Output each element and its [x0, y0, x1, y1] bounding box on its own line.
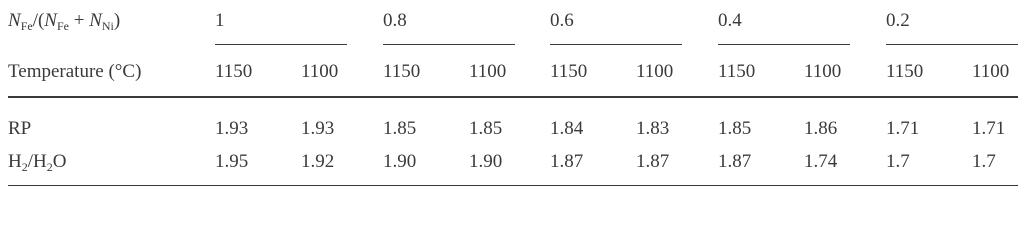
table-cell: 1.93 [215, 118, 249, 139]
table-cell: 1.85 [469, 118, 503, 139]
table-cell: 1.71 [886, 118, 920, 139]
ratio-value: 0.4 [718, 10, 742, 31]
ratio-value: 1 [215, 10, 225, 31]
row-label-rp: RP [8, 118, 32, 139]
table-cell: 1.90 [469, 151, 503, 172]
temperature-value: 1150 [886, 61, 924, 82]
table-bottom-rule [8, 185, 1018, 186]
table-cell: 1.85 [718, 118, 752, 139]
group-rule [550, 44, 682, 45]
table-cell: 1.83 [636, 118, 670, 139]
table-cell: 1.74 [804, 151, 838, 172]
temperature-value: 1100 [469, 61, 507, 82]
temperature-value: 1100 [301, 61, 339, 82]
ratio-value: 0.6 [550, 10, 574, 31]
table-cell: 1.87 [636, 151, 670, 172]
temperature-value: 1100 [636, 61, 674, 82]
table-cell: 1.86 [804, 118, 838, 139]
temperature-value: 1150 [215, 61, 253, 82]
table-cell: 1.87 [718, 151, 752, 172]
group-rule [383, 44, 515, 45]
table-cell: 1.90 [383, 151, 417, 172]
table-cell: 1.7 [886, 151, 910, 172]
temperature-value: 1100 [972, 61, 1010, 82]
table-cell: 1.92 [301, 151, 335, 172]
ratio-value: 0.2 [886, 10, 910, 31]
temperature-value: 1150 [550, 61, 588, 82]
ratio-header-label: $N_{Fe}/(N_{Fe} + N_{Ni})$ [8, 10, 121, 33]
table-cell: 1.85 [383, 118, 417, 139]
row-label-h2-h2o: $H_2/H_2O$ [8, 151, 67, 174]
temperature-value: 1100 [804, 61, 842, 82]
temperature-header-label: Temperature (°C) [8, 61, 142, 82]
table-cell: 1.95 [215, 151, 249, 172]
table-cell: 1.84 [550, 118, 584, 139]
table-cell: 1.7 [972, 151, 996, 172]
ratio-value: 0.8 [383, 10, 407, 31]
table-cell: 1.93 [301, 118, 335, 139]
temperature-value: 1150 [383, 61, 421, 82]
group-rule [886, 44, 1018, 45]
table-cell: 1.71 [972, 118, 1006, 139]
header-separator-rule [8, 96, 1018, 98]
table-cell: 1.87 [550, 151, 584, 172]
group-rule [718, 44, 850, 45]
group-rule [215, 44, 347, 45]
temperature-value: 1150 [718, 61, 756, 82]
